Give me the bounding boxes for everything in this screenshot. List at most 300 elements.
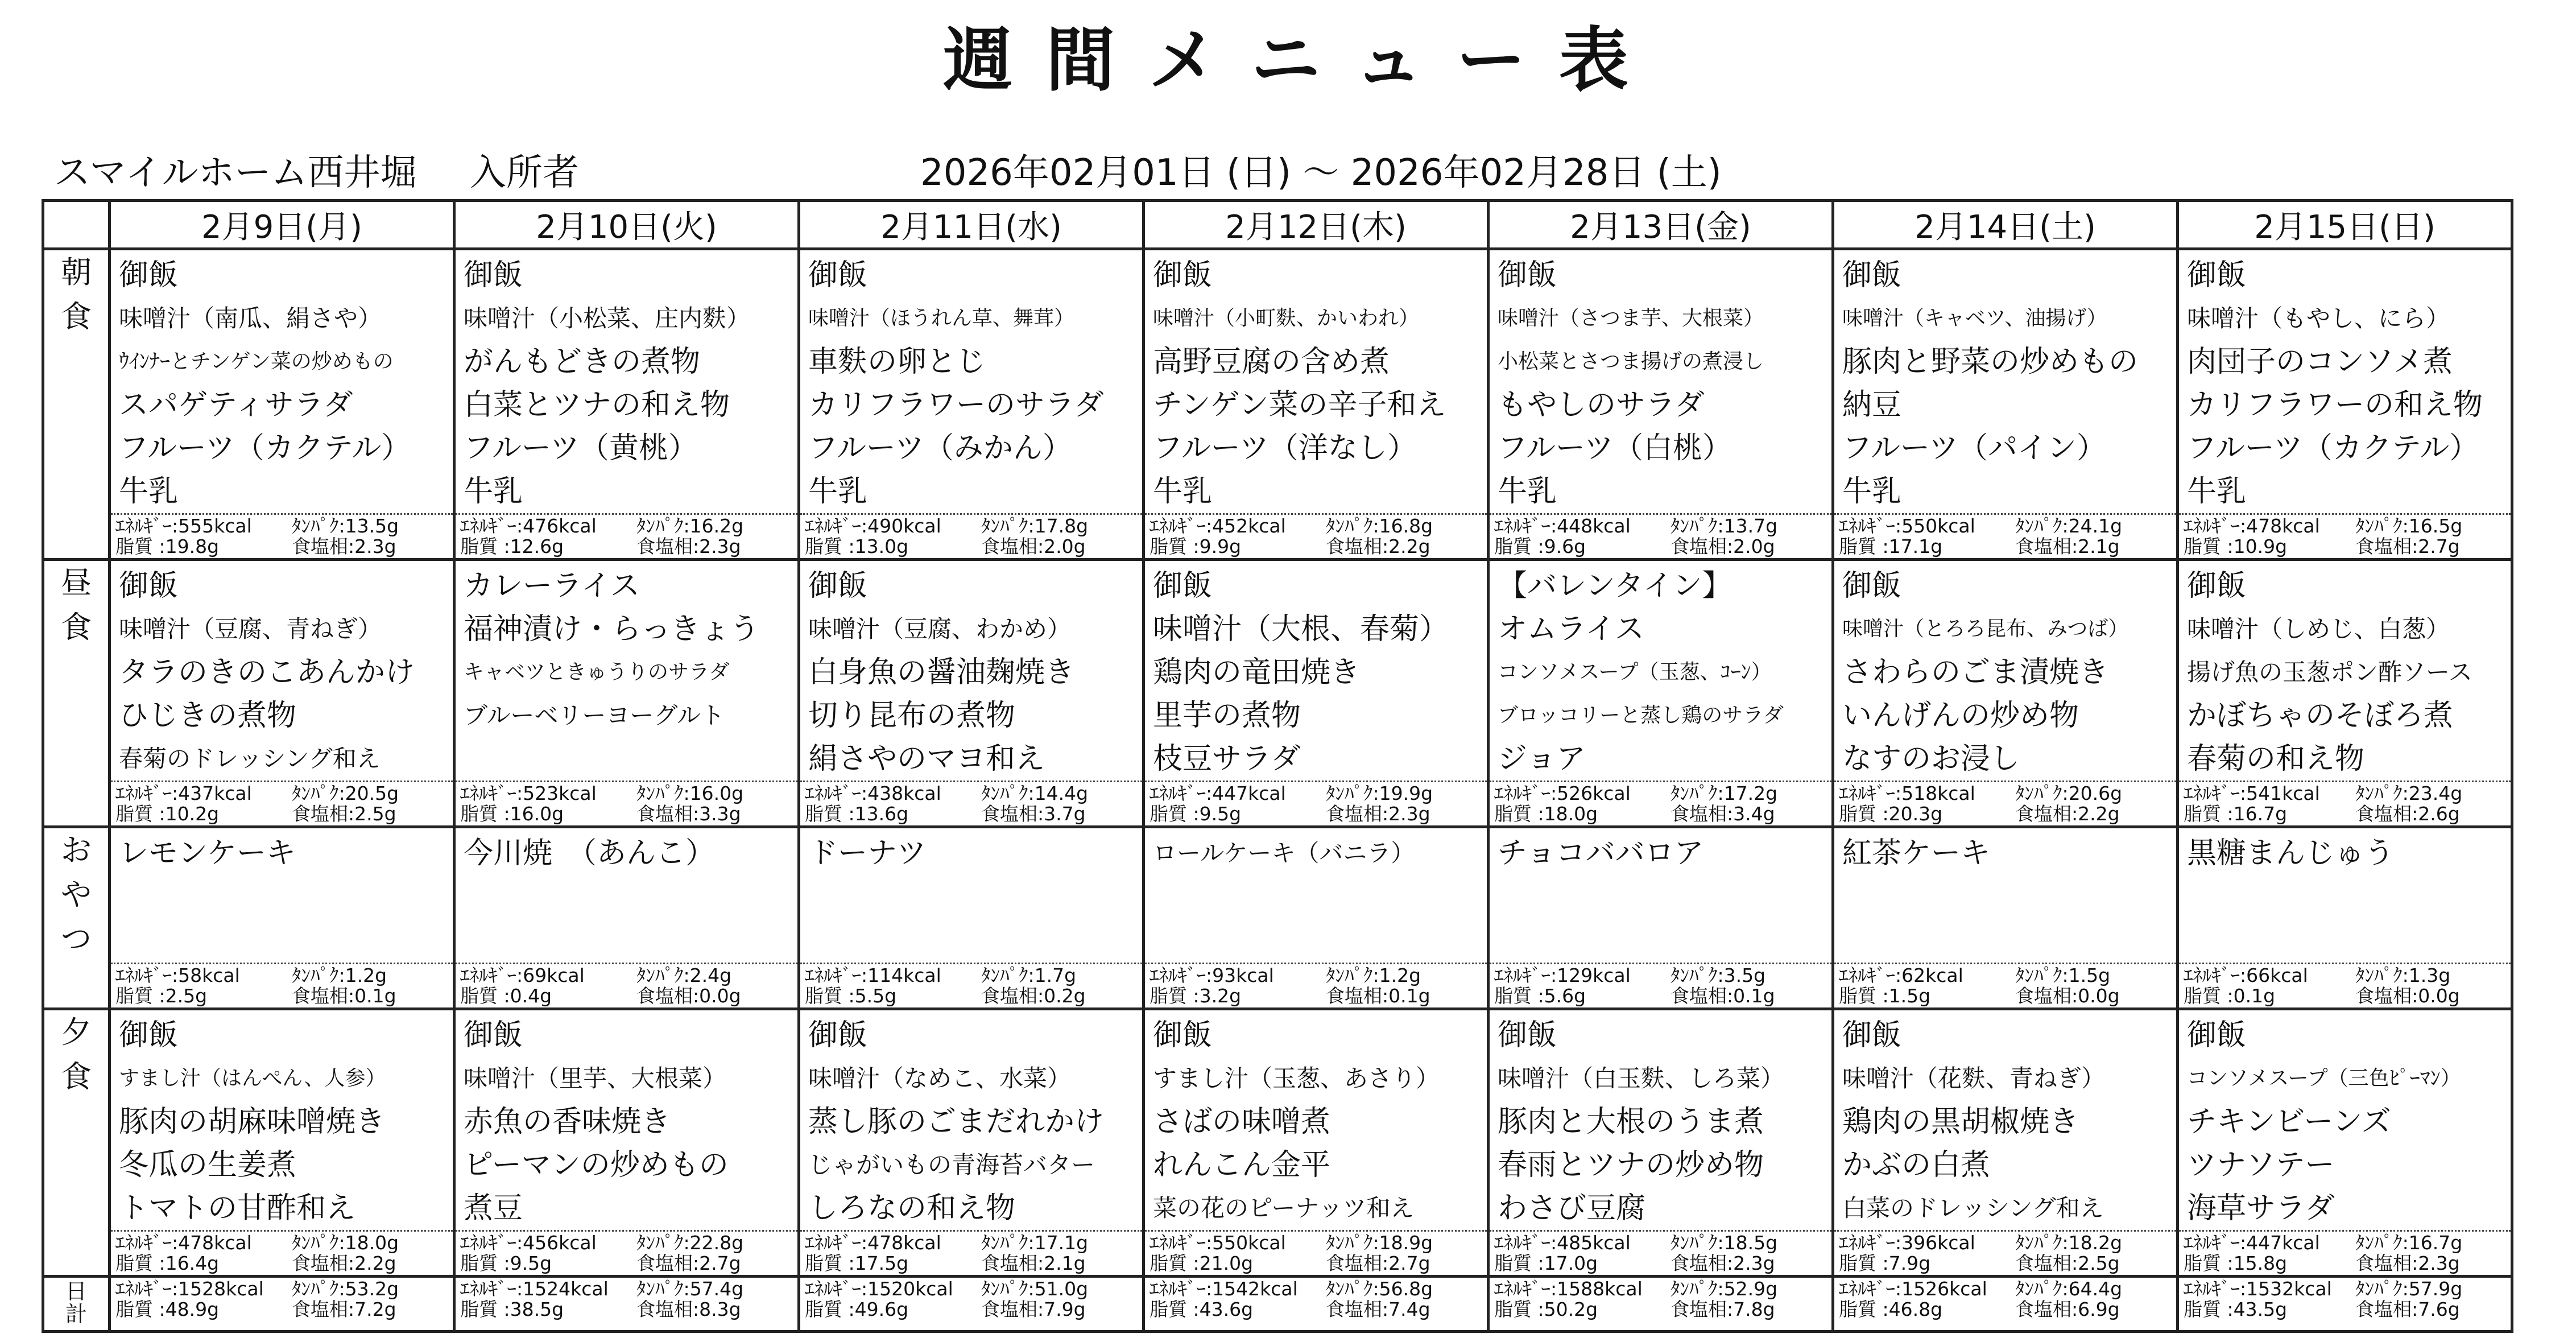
dish-item: さわらのごま漬焼き <box>1842 655 2109 689</box>
dish-item: 春菊のドレッシング和え <box>119 745 381 773</box>
dish-item: じゃがいもの青海苔バター <box>808 1151 1095 1179</box>
nutrition-energy: ｴﾈﾙｷﾞｰ:1524kcal <box>460 1278 609 1300</box>
nutrition-salt: 食塩相:2.3g <box>2355 1252 2460 1274</box>
dish-item: 味噌汁（さつま芋、大根菜） <box>1498 307 1764 330</box>
snack-cell <box>2178 827 2512 1009</box>
dish-item: 御飯 <box>1842 1018 1902 1052</box>
nutrition-salt: 食塩相:0.0g <box>2015 985 2120 1007</box>
dish-list <box>456 561 797 781</box>
dish-item: タラのきのこあんかけ <box>119 655 415 689</box>
nutrition-protein: ﾀﾝﾊﾟｸ:17.8g <box>981 515 1089 537</box>
nutrition-energy: ｴﾈﾙｷﾞｰ:447kcal <box>2184 1232 2320 1254</box>
dish-item: 味噌汁（豆腐、わかめ） <box>808 615 1072 643</box>
dish-item: 御飯 <box>464 1018 523 1052</box>
dish-item: 御飯 <box>808 1018 868 1052</box>
nutrition-fat: 脂質 :20.3g <box>1839 803 1943 825</box>
lunch-cell <box>1488 560 1833 827</box>
dish-item: 肉団子のコンソメ煮 <box>2187 345 2453 379</box>
dish-item: 味噌汁（しめじ、白葱） <box>2187 615 2450 643</box>
nutrition-salt: 食塩相:2.7g <box>1326 1252 1430 1274</box>
breakfast-cell <box>2178 249 2512 560</box>
nutrition-protein: ﾀﾝﾊﾟｸ:17.2g <box>1671 782 1778 804</box>
nutrition-info <box>1834 1278 2176 1321</box>
nutrition-energy: ｴﾈﾙｷﾞｰ:555kcal <box>115 515 252 537</box>
snack-cell <box>1144 827 1488 1009</box>
dish-item: 御飯 <box>1842 258 1902 292</box>
lunch-cell <box>2178 560 2512 827</box>
nutrition-fat: 脂質 :7.9g <box>1839 1252 1931 1274</box>
dish-list <box>456 828 797 963</box>
lunch-row <box>43 560 2512 827</box>
dish-item: 牛乳 <box>464 474 523 509</box>
nutrition-info <box>800 963 1142 1007</box>
dish-item: スパゲティサラダ <box>119 388 353 422</box>
dish-item: 白菜のドレッシング和え <box>1842 1194 2104 1222</box>
nutrition-salt: 食塩相:6.9g <box>2015 1298 2120 1320</box>
nutrition-info <box>1490 1278 1831 1321</box>
nutrition-energy: ｴﾈﾙｷﾞｰ:550kcal <box>1150 1232 1286 1254</box>
dish-list <box>111 828 453 963</box>
dish-item: ｳｲﾝﾅｰとチンゲン菜の炒めもの <box>119 350 394 373</box>
date-header: 2月15日(日) <box>2178 201 2512 249</box>
nutrition-info <box>1145 781 1487 825</box>
nutrition-protein: ﾀﾝﾊﾟｸ:1.2g <box>292 964 387 986</box>
nutrition-protein: ﾀﾝﾊﾟｸ:1.5g <box>2015 964 2111 986</box>
dish-list <box>2179 1010 2511 1230</box>
dish-item: さばの味噌煮 <box>1153 1105 1331 1139</box>
dish-item: 御飯 <box>1498 1018 1557 1052</box>
dish-item: 車麩の卵とじ <box>808 345 986 379</box>
dish-item: カリフラワーの和え物 <box>2187 388 2483 422</box>
dish-item: なすのお浸し <box>1842 742 2020 776</box>
nutrition-info <box>2179 781 2511 825</box>
dish-item: 絹さやのマヨ和え <box>808 742 1045 776</box>
dish-item: フルーツ（パイン） <box>1842 431 2106 465</box>
dish-item: わさび豆腐 <box>1498 1191 1646 1225</box>
nutrition-info <box>800 781 1142 825</box>
date-header: 2月10日(火) <box>454 201 799 249</box>
nutrition-fat: 脂質 :21.0g <box>1150 1252 1254 1274</box>
snack-cell <box>110 827 454 1009</box>
dish-item: チキンビーンズ <box>2187 1105 2391 1139</box>
nutrition-energy: ｴﾈﾙｷﾞｰ:485kcal <box>1494 1232 1631 1254</box>
dish-list <box>1834 828 2176 963</box>
nutrition-energy: ｴﾈﾙｷﾞｰ:550kcal <box>1839 515 1975 537</box>
nutrition-salt: 食塩相:7.8g <box>1671 1298 1775 1320</box>
total-cell <box>1144 1277 1488 1332</box>
nutrition-energy: ｴﾈﾙｷﾞｰ:476kcal <box>460 515 597 537</box>
nutrition-protein: ﾀﾝﾊﾟｸ:13.7g <box>1671 515 1778 537</box>
nutrition-fat: 脂質 :5.5g <box>805 985 897 1007</box>
nutrition-info <box>1834 963 2176 1007</box>
dish-item: フルーツ（白桃） <box>1498 431 1732 465</box>
dish-item: フルーツ（カクテル） <box>119 431 411 465</box>
dinner-label: 夕 食 <box>43 1009 110 1277</box>
dish-item: 【バレンタイン】 <box>1498 569 1732 603</box>
dish-item: チョコババロア <box>1498 836 1704 870</box>
dish-item: 味噌汁（南瓜、絹さや） <box>119 304 382 332</box>
snack-cell <box>799 827 1144 1009</box>
nutrition-protein: ﾀﾝﾊﾟｸ:20.5g <box>292 782 399 804</box>
dish-item: 福神漬け・らっきょう <box>464 612 760 646</box>
resident-label: 入所者 <box>470 152 579 194</box>
dish-item: かぼちゃのそぼろ煮 <box>2187 699 2454 733</box>
nutrition-fat: 脂質 :1.5g <box>1839 985 1931 1007</box>
date-header: 2月11日(水) <box>799 201 1144 249</box>
nutrition-info <box>111 963 453 1007</box>
nutrition-energy: ｴﾈﾙｷﾞｰ:541kcal <box>2184 782 2320 804</box>
nutrition-info <box>2179 1230 2511 1275</box>
total-label: 日 計 <box>43 1277 110 1332</box>
nutrition-protein: ﾀﾝﾊﾟｸ:57.4g <box>636 1278 744 1300</box>
nutrition-fat: 脂質 :10.9g <box>2184 535 2288 558</box>
dish-item: 揚げ魚の玉葱ポン酢ソース <box>2187 658 2472 686</box>
nutrition-fat: 脂質 :19.8g <box>115 535 220 558</box>
total-cell <box>2178 1277 2512 1332</box>
dish-item: 春雨とツナの炒め物 <box>1498 1148 1764 1182</box>
nutrition-salt: 食塩相:2.7g <box>2355 535 2460 558</box>
total-cell <box>454 1277 799 1332</box>
nutrition-salt: 食塩相:2.1g <box>2015 535 2120 558</box>
nutrition-protein: ﾀﾝﾊﾟｸ:14.4g <box>981 782 1089 804</box>
nutrition-protein: ﾀﾝﾊﾟｸ:56.8g <box>1326 1278 1433 1300</box>
nutrition-energy: ｴﾈﾙｷﾞｰ:396kcal <box>1839 1232 1975 1254</box>
nutrition-salt: 食塩相:3.4g <box>1671 803 1775 825</box>
dish-item: 御飯 <box>119 1018 179 1052</box>
nutrition-protein: ﾀﾝﾊﾟｸ:24.1g <box>2015 515 2123 537</box>
dish-item: 豚肉の胡麻味噌焼き <box>119 1105 386 1139</box>
breakfast-cell <box>110 249 454 560</box>
dish-item: 牛乳 <box>808 474 868 509</box>
nutrition-protein: ﾀﾝﾊﾟｸ:64.4g <box>2015 1278 2123 1300</box>
nutrition-salt: 食塩相:7.6g <box>2355 1298 2460 1320</box>
nutrition-info <box>456 1278 797 1321</box>
nutrition-protein: ﾀﾝﾊﾟｸ:1.3g <box>2355 964 2451 986</box>
nutrition-protein: ﾀﾝﾊﾟｸ:16.8g <box>1326 515 1433 537</box>
dish-item: 御飯 <box>2187 569 2247 603</box>
date-header: 2月13日(金) <box>1488 201 1833 249</box>
nutrition-fat: 脂質 :48.9g <box>115 1298 220 1320</box>
dish-item: 春菊の和え物 <box>2187 742 2365 776</box>
nutrition-protein: ﾀﾝﾊﾟｸ:16.0g <box>636 782 744 804</box>
snack-row <box>43 827 2512 1009</box>
nutrition-protein: ﾀﾝﾊﾟｸ:52.9g <box>1671 1278 1778 1300</box>
nutrition-energy: ｴﾈﾙｷﾞｰ:438kcal <box>805 782 941 804</box>
nutrition-info <box>1145 963 1487 1007</box>
nutrition-info <box>800 1278 1142 1321</box>
dish-item: 白身魚の醤油麹焼き <box>808 655 1075 689</box>
nutrition-energy: ｴﾈﾙｷﾞｰ:447kcal <box>1150 782 1286 804</box>
nutrition-info <box>2179 513 2511 558</box>
nutrition-energy: ｴﾈﾙｷﾞｰ:452kcal <box>1150 515 1286 537</box>
nutrition-energy: ｴﾈﾙｷﾞｰ:1528kcal <box>115 1278 264 1300</box>
dish-list <box>2179 250 2511 513</box>
dish-list <box>1145 561 1487 781</box>
nutrition-salt: 食塩相:3.3g <box>636 803 741 825</box>
facility-name: スマイルホーム西井堀 <box>54 152 417 194</box>
nutrition-salt: 食塩相:2.6g <box>2355 803 2460 825</box>
nutrition-energy: ｴﾈﾙｷﾞｰ:478kcal <box>115 1232 252 1254</box>
dinner-cell <box>454 1009 799 1277</box>
nutrition-info <box>456 781 797 825</box>
nutrition-info <box>2179 1278 2511 1321</box>
dish-item: コンソメスープ（玉葱、ｺｰﾝ） <box>1498 660 1772 684</box>
page-title: 週 間 メ ニ ュ ー 表 <box>943 20 1633 101</box>
nutrition-fat: 脂質 :15.8g <box>2184 1252 2288 1274</box>
dish-item: れんこん金平 <box>1153 1148 1331 1182</box>
nutrition-energy: ｴﾈﾙｷﾞｰ:490kcal <box>805 515 941 537</box>
dish-item: フルーツ（洋なし） <box>1153 431 1417 465</box>
dish-item: 味噌汁（里芋、大根菜） <box>464 1064 727 1092</box>
nutrition-fat: 脂質 :46.8g <box>1839 1298 1943 1320</box>
dish-item: がんもどきの煮物 <box>464 345 701 379</box>
dish-item: 味噌汁（豆腐、青ねぎ） <box>119 615 382 643</box>
dish-item: オムライス <box>1498 612 1644 646</box>
nutrition-salt: 食塩相:7.9g <box>981 1298 1086 1320</box>
nutrition-energy: ｴﾈﾙｷﾞｰ:518kcal <box>1839 782 1975 804</box>
breakfast-label: 朝 食 <box>43 249 110 560</box>
nutrition-energy: ｴﾈﾙｷﾞｰ:437kcal <box>115 782 252 804</box>
nutrition-info <box>111 1230 453 1275</box>
nutrition-info <box>456 963 797 1007</box>
nutrition-protein: ﾀﾝﾊﾟｸ:51.0g <box>981 1278 1089 1300</box>
nutrition-protein: ﾀﾝﾊﾟｸ:16.5g <box>2355 515 2463 537</box>
nutrition-info <box>111 513 453 558</box>
dish-item: 里芋の煮物 <box>1153 699 1301 733</box>
nutrition-protein: ﾀﾝﾊﾟｸ:18.0g <box>292 1232 399 1254</box>
nutrition-protein: ﾀﾝﾊﾟｸ:16.7g <box>2355 1232 2463 1254</box>
nutrition-info <box>1490 781 1831 825</box>
dish-list <box>800 1010 1142 1230</box>
dish-item: 牛乳 <box>1498 474 1557 509</box>
dish-item: 御飯 <box>2187 1018 2247 1052</box>
nutrition-salt: 食塩相:2.3g <box>292 535 396 558</box>
dinner-row <box>43 1009 2512 1277</box>
dish-item: 牛乳 <box>1153 474 1213 509</box>
nutrition-energy: ｴﾈﾙｷﾞｰ:1532kcal <box>2184 1278 2332 1300</box>
dish-list <box>111 250 453 513</box>
nutrition-fat: 脂質 :16.7g <box>2184 803 2288 825</box>
dinner-cell <box>1833 1009 2178 1277</box>
corner-cell <box>43 201 110 249</box>
dish-item: カレーライス <box>464 569 640 603</box>
nutrition-salt: 食塩相:7.4g <box>1326 1298 1430 1320</box>
dish-item: 味噌汁（大根、春菊） <box>1153 612 1449 646</box>
dish-list <box>1834 561 2176 781</box>
dish-item: 御飯 <box>2187 258 2247 292</box>
lunch-cell <box>799 560 1144 827</box>
nutrition-info <box>456 1230 797 1275</box>
nutrition-fat: 脂質 :16.4g <box>115 1252 220 1274</box>
lunch-label: 昼 食 <box>43 560 110 827</box>
nutrition-fat: 脂質 :13.6g <box>805 803 909 825</box>
dish-item: 御飯 <box>119 569 179 603</box>
nutrition-protein: ﾀﾝﾊﾟｸ:17.1g <box>981 1232 1089 1254</box>
nutrition-fat: 脂質 :9.5g <box>1150 803 1242 825</box>
nutrition-fat: 脂質 :3.2g <box>1150 985 1242 1007</box>
snack-label: お や つ <box>43 827 110 1009</box>
dish-item: 納豆 <box>1842 388 1902 422</box>
nutrition-salt: 食塩相:2.3g <box>636 535 741 558</box>
snack-cell <box>1488 827 1833 1009</box>
nutrition-energy: ｴﾈﾙｷﾞｰ:58kcal <box>115 964 240 986</box>
dinner-cell <box>799 1009 1144 1277</box>
dish-item: フルーツ（カクテル） <box>2187 431 2479 465</box>
dish-item: 鶏肉の黒胡椒焼き <box>1842 1105 2079 1139</box>
dish-list <box>1145 828 1487 963</box>
snack-cell <box>1833 827 2178 1009</box>
nutrition-salt: 食塩相:2.0g <box>981 535 1086 558</box>
dish-item: 御飯 <box>119 258 179 292</box>
dish-item: ひじきの煮物 <box>119 699 297 733</box>
menu-period: 2026年02月01日 (日) ～ 2026年02月28日 (土) <box>920 152 1722 194</box>
nutrition-info <box>456 513 797 558</box>
dish-item: もやしのサラダ <box>1498 388 1705 422</box>
nutrition-salt: 食塩相:0.1g <box>292 985 396 1007</box>
nutrition-salt: 食塩相:2.2g <box>2015 803 2120 825</box>
nutrition-info <box>800 513 1142 558</box>
dish-item: 鶏肉の竜田焼き <box>1153 655 1361 689</box>
nutrition-info <box>1834 1230 2176 1275</box>
dish-list <box>2179 828 2511 963</box>
nutrition-fat: 脂質 :9.9g <box>1150 535 1242 558</box>
nutrition-salt: 食塩相:2.5g <box>292 803 396 825</box>
dinner-cell <box>2178 1009 2512 1277</box>
breakfast-cell <box>454 249 799 560</box>
nutrition-protein: ﾀﾝﾊﾟｸ:18.2g <box>2015 1232 2123 1254</box>
nutrition-protein: ﾀﾝﾊﾟｸ:53.2g <box>292 1278 399 1300</box>
nutrition-protein: ﾀﾝﾊﾟｸ:20.6g <box>2015 782 2123 804</box>
nutrition-energy: ｴﾈﾙｷﾞｰ:69kcal <box>460 964 585 986</box>
dish-list <box>800 828 1142 963</box>
nutrition-energy: ｴﾈﾙｷﾞｰ:93kcal <box>1150 964 1274 986</box>
nutrition-salt: 食塩相:2.5g <box>2015 1252 2120 1274</box>
nutrition-info <box>111 781 453 825</box>
lunch-cell <box>454 560 799 827</box>
dish-item: 煮豆 <box>464 1191 523 1225</box>
dinner-cell <box>110 1009 454 1277</box>
dish-item: チンゲン菜の辛子和え <box>1153 388 1446 422</box>
nutrition-energy: ｴﾈﾙｷﾞｰ:523kcal <box>460 782 597 804</box>
nutrition-salt: 食塩相:8.3g <box>636 1298 741 1320</box>
snack-cell <box>454 827 799 1009</box>
total-cell <box>110 1277 454 1332</box>
dish-item: 今川焼 （あんこ） <box>464 836 716 870</box>
lunch-cell <box>1144 560 1488 827</box>
nutrition-energy: ｴﾈﾙｷﾞｰ:62kcal <box>1839 964 1963 986</box>
dish-item: トマトの甘酢和え <box>119 1191 356 1225</box>
nutrition-protein: ﾀﾝﾊﾟｸ:2.4g <box>636 964 732 986</box>
nutrition-salt: 食塩相:0.1g <box>1326 985 1430 1007</box>
dinner-cell <box>1488 1009 1833 1277</box>
lunch-cell <box>1833 560 2178 827</box>
dish-item: 御飯 <box>808 258 868 292</box>
dish-item: 御飯 <box>464 258 523 292</box>
dish-item: ブロッコリーと蒸し鶏のサラダ <box>1498 704 1784 727</box>
dish-item: すまし汁（玉葱、あさり） <box>1153 1064 1440 1092</box>
nutrition-fat: 脂質 :43.6g <box>1150 1298 1254 1320</box>
dish-item: 味噌汁（小町麩、かいわれ） <box>1153 307 1420 330</box>
nutrition-salt: 食塩相:2.2g <box>1326 535 1430 558</box>
total-cell <box>1488 1277 1833 1332</box>
dish-item: ツナソテー <box>2187 1148 2335 1182</box>
dish-list <box>800 561 1142 781</box>
dish-list <box>111 1010 453 1230</box>
dish-item: フルーツ（黄桃） <box>464 431 698 465</box>
nutrition-info <box>111 1278 453 1321</box>
dish-item: しろなの和え物 <box>808 1191 1016 1225</box>
dish-item: 味噌汁（白玉麩、しろ菜） <box>1498 1064 1785 1092</box>
nutrition-info <box>1490 1230 1831 1275</box>
dish-item: コンソメスープ（三色ﾋﾟｰﾏﾝ） <box>2187 1067 2461 1090</box>
nutrition-fat: 脂質 :12.6g <box>460 535 564 558</box>
nutrition-info <box>1834 513 2176 558</box>
dish-item: 蒸し豚のごまだれかけ <box>808 1105 1105 1139</box>
dish-item: 味噌汁（花麩、青ねぎ） <box>1842 1064 2106 1092</box>
nutrition-energy: ｴﾈﾙｷﾞｰ:66kcal <box>2184 964 2308 986</box>
nutrition-fat: 脂質 :9.5g <box>460 1252 552 1274</box>
nutrition-fat: 脂質 :9.6g <box>1494 535 1586 558</box>
breakfast-cell <box>799 249 1144 560</box>
dish-item: 御飯 <box>1153 258 1213 292</box>
date-header: 2月14日(土) <box>1833 201 2178 249</box>
dish-item: 味噌汁（とろろ昆布、みつば） <box>1842 617 2129 641</box>
nutrition-protein: ﾀﾝﾊﾟｸ:1.7g <box>981 964 1077 986</box>
nutrition-energy: ｴﾈﾙｷﾞｰ:129kcal <box>1494 964 1631 986</box>
nutrition-info <box>800 1230 1142 1275</box>
dish-item: 御飯 <box>808 569 868 603</box>
nutrition-info <box>1490 513 1831 558</box>
dish-item: フルーツ（みかん） <box>808 431 1072 465</box>
nutrition-energy: ｴﾈﾙｷﾞｰ:1542kcal <box>1150 1278 1298 1300</box>
dish-item: 小松菜とさつま揚げの煮浸し <box>1498 350 1764 373</box>
nutrition-fat: 脂質 :17.0g <box>1494 1252 1598 1274</box>
nutrition-energy: ｴﾈﾙｷﾞｰ:478kcal <box>2184 515 2320 537</box>
nutrition-salt: 食塩相:0.0g <box>2355 985 2460 1007</box>
nutrition-info <box>1145 513 1487 558</box>
breakfast-cell <box>1488 249 1833 560</box>
nutrition-fat: 脂質 :38.5g <box>460 1298 564 1320</box>
nutrition-fat: 脂質 :2.5g <box>115 985 208 1007</box>
nutrition-fat: 脂質 :50.2g <box>1494 1298 1598 1320</box>
nutrition-fat: 脂質 :17.1g <box>1839 535 1943 558</box>
total-cell <box>1833 1277 2178 1332</box>
nutrition-info <box>1834 781 2176 825</box>
nutrition-info <box>1145 1278 1487 1321</box>
date-header-row <box>43 201 2512 249</box>
dish-item: キャベツときゅうりのサラダ <box>464 660 730 684</box>
nutrition-salt: 食塩相:2.7g <box>636 1252 741 1274</box>
nutrition-protein: ﾀﾝﾊﾟｸ:23.4g <box>2355 782 2463 804</box>
nutrition-salt: 食塩相:2.3g <box>1671 1252 1775 1274</box>
dish-item: 紅茶ケーキ <box>1842 836 1991 870</box>
nutrition-salt: 食塩相:7.2g <box>292 1298 396 1320</box>
nutrition-info <box>1490 963 1831 1007</box>
dish-item: 味噌汁（ほうれん草、舞茸） <box>808 307 1075 330</box>
date-header: 2月9日(月) <box>110 201 454 249</box>
dish-list <box>1490 828 1831 963</box>
nutrition-fat: 脂質 :17.5g <box>805 1252 909 1274</box>
dish-item: 白菜とツナの和え物 <box>464 388 730 422</box>
nutrition-fat: 脂質 :0.1g <box>2184 985 2276 1007</box>
dish-list <box>1490 561 1831 781</box>
dish-list <box>2179 561 2511 781</box>
dish-list <box>1145 250 1487 513</box>
dish-list <box>111 561 453 781</box>
dish-item: カリフラワーのサラダ <box>808 388 1104 422</box>
nutrition-energy: ｴﾈﾙｷﾞｰ:526kcal <box>1494 782 1631 804</box>
nutrition-salt: 食塩相:0.0g <box>636 985 741 1007</box>
